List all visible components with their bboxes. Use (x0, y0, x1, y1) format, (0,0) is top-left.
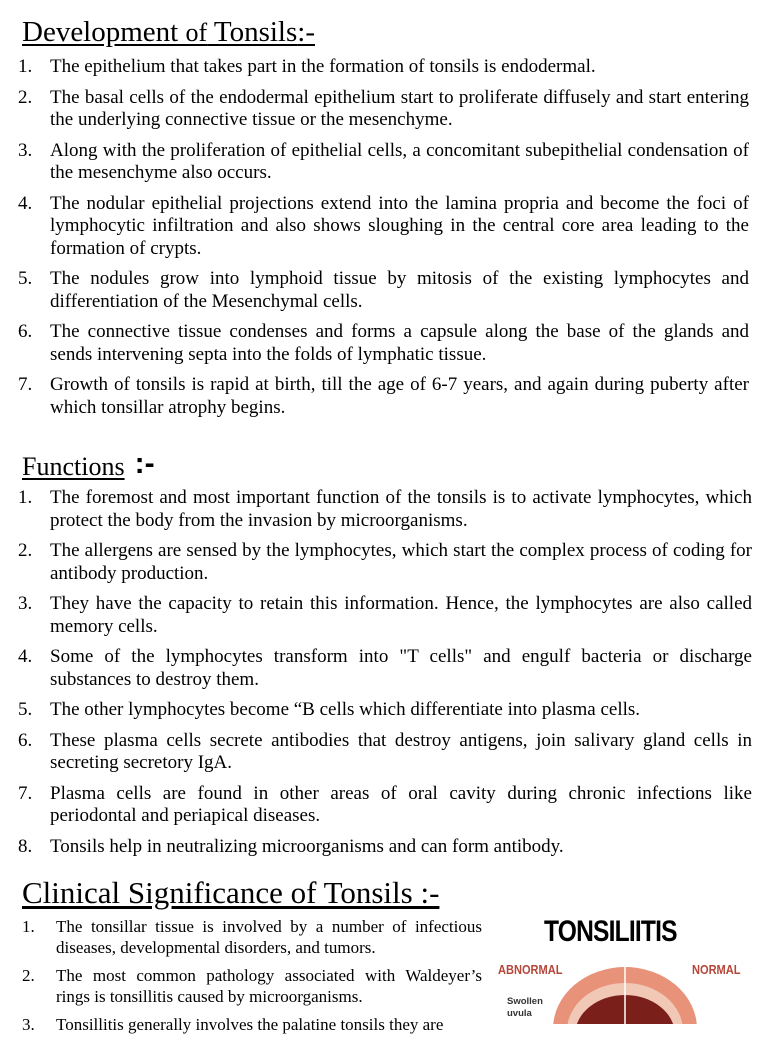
item-text: The epithelium that takes part in the formation of tonsils is endodermal. (50, 56, 596, 77)
item-text: Growth of tonsils is rapid at birth, till the age of 6-7 years, and again during puberty after which tonsillar atrophy begins. (50, 374, 749, 418)
list-item (18, 321, 749, 366)
item-text: The foremost and most important function of the tonsils is to activate lymphocytes, which protect the body from the invasion by microorganisms. (50, 487, 752, 531)
item-number: 3. (22, 1015, 35, 1034)
item-text: The allergens are sensed by the lymphocytes, which start the complex process of coding for antibody production. (50, 540, 752, 584)
functions-title (22, 447, 155, 481)
development-title-word-development: Development (22, 16, 186, 48)
list-item (18, 540, 752, 585)
list-item (18, 699, 752, 722)
list-item (22, 916, 482, 958)
item-number: 1. (18, 487, 33, 508)
list-item (18, 56, 749, 79)
item-number: 1. (18, 56, 33, 77)
item-number: 3. (18, 593, 33, 614)
item-text: These plasma cells secrete antibodies that destroy antigens, join salivary gland cells in secreting secretory IgA. (50, 729, 752, 773)
item-text: The other lymphocytes become “B cells which differentiate into plasma cells. (50, 699, 641, 720)
item-text: The tonsillar tissue is involved by a number of infectious diseases, developmental disorders, and tumors. (56, 917, 482, 957)
item-text: Some of the lymphocytes transform into "T cells" and engulf bacteria or discharge substances to destroy them. (50, 646, 752, 690)
list-item (18, 140, 749, 185)
functions-title-colon: :- (134, 447, 155, 480)
item-number: 1. (22, 917, 35, 936)
item-text: Plasma cells are found in other areas of oral cavity during chronic infections like periodontal and periapical diseases. (50, 782, 752, 826)
development-title-colon: :- (297, 16, 315, 48)
list-item (18, 836, 752, 859)
list-item (18, 646, 752, 691)
item-text: The nodular epithelial projections extend into the lamina propria and become the foci of lymphocytic infiltration and also shows sloughing in the central core area leading to the formation of crypts. (50, 192, 749, 259)
item-text: The basal cells of the endodermal epithelium start to proliferate diffusely and start entering the underlying connective tissue or the mesenchyme. (50, 86, 749, 130)
list-item (18, 783, 752, 828)
development-title (22, 18, 315, 47)
list-item (18, 374, 749, 419)
item-number: 7. (18, 374, 33, 395)
figure-title: TONSILIITIS (544, 915, 677, 948)
list-item (22, 1014, 482, 1035)
development-title-word-tonsils: Tonsils (207, 16, 298, 48)
item-number: 7. (18, 782, 33, 804)
item-number: 8. (18, 835, 33, 857)
item-text: The connective tissue condenses and forms a capsule along the base of the glands and sends intervening septa into the folds of lymphatic tissue. (50, 321, 749, 365)
item-number: 2. (18, 86, 33, 108)
item-number: 6. (18, 321, 33, 342)
open-mouth-illustration (550, 951, 700, 1024)
development-title-word-of: of (185, 18, 208, 47)
clinical-list (22, 916, 482, 1042)
swollen-label-line2: uvula (507, 1008, 532, 1019)
development-list (18, 56, 749, 427)
item-text: The nodules grow into lymphoid tissue by mitosis of the existing lymphocytes and differentiation of the Mesenchymal cells. (50, 268, 749, 312)
item-text: The most common pathology associated with Waldeyer’s rings is tonsillitis caused by microorganisms. (56, 966, 482, 1006)
swollen-label-line1: Swollen (507, 996, 543, 1007)
functions-list (18, 487, 752, 866)
item-number: 2. (22, 966, 35, 985)
clinical-title: Clinical Significance of Tonsils :- (22, 875, 440, 910)
list-item (18, 593, 752, 638)
item-number: 4. (18, 646, 33, 667)
item-text: Tonsillitis generally involves the palatine tonsils they are (56, 1015, 444, 1034)
list-item (18, 193, 749, 261)
tonsillitis-figure (490, 905, 768, 1024)
list-item (18, 730, 752, 775)
list-item (18, 268, 749, 313)
item-text: Along with the proliferation of epithelial cells, a concomitant subepithelial condensation of the mesenchyme also occurs. (50, 139, 749, 183)
list-item (18, 487, 752, 532)
item-number: 4. (18, 192, 33, 214)
list-item (22, 965, 482, 1007)
item-number: 2. (18, 540, 33, 561)
list-item (18, 87, 749, 132)
item-number: 5. (18, 699, 33, 720)
figure-label-normal: NORMAL (692, 962, 741, 977)
functions-title-text: Functions (22, 452, 125, 481)
item-text: Tonsils help in neutralizing microorganisms and can form antibody. (50, 835, 564, 857)
item-number: 5. (18, 268, 33, 289)
figure-label-swollen-uvula (507, 996, 543, 1020)
item-number: 6. (18, 729, 33, 751)
item-number: 3. (18, 139, 33, 161)
figure-label-abnormal: ABNORMAL (498, 962, 563, 977)
item-text: They have the capacity to retain this information. Hence, the lymphocytes are also called memory cells. (50, 593, 752, 637)
